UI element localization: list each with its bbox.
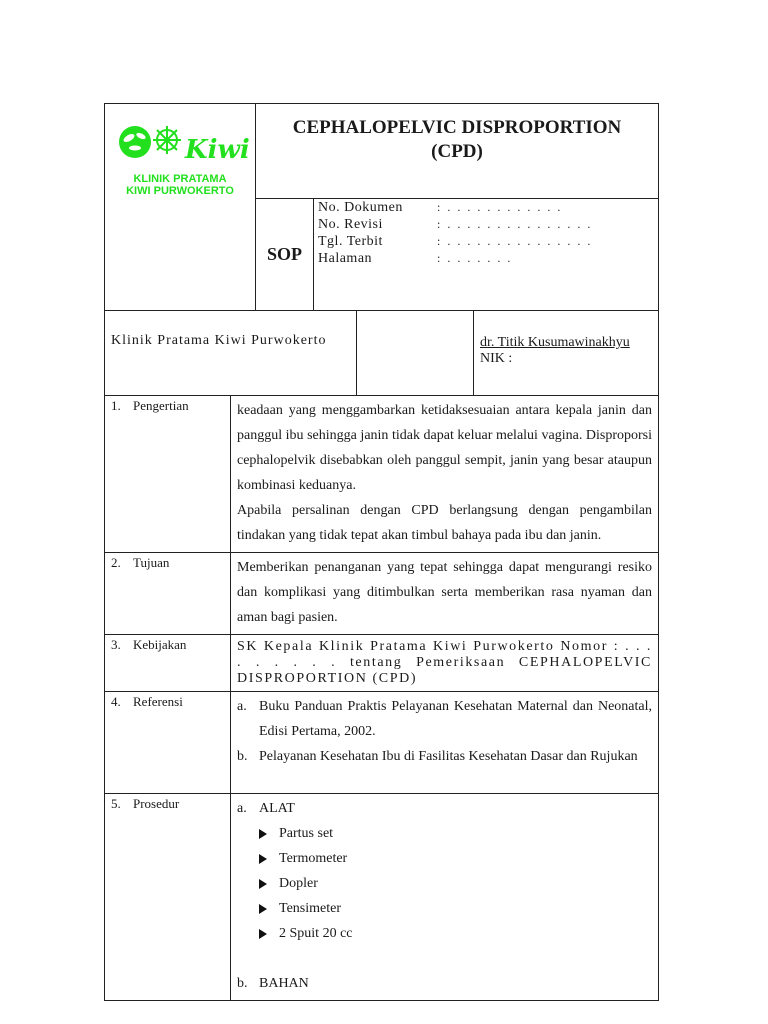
sop-label: SOP (256, 198, 314, 310)
clinic-logo (105, 104, 255, 197)
section-prosedur (105, 794, 659, 1001)
list-item: 2 Spuit 20 cc (237, 921, 652, 946)
logo-cell (105, 104, 256, 311)
section-label: 1. Pengertian (105, 396, 231, 553)
signatory-nik: NIK : (480, 351, 513, 366)
list-item: a. ALAT (237, 801, 295, 816)
logo-line-1: KLINIK PRATAMA (133, 173, 227, 185)
section-kebijakan (105, 635, 659, 692)
arrow-bullet-icon (259, 829, 267, 839)
clinic-name: Klinik Pratama Kiwi Purwokerto (105, 311, 357, 396)
sop-body-table (104, 310, 659, 1001)
doc-info-row: Halaman : . . . . . . . (318, 250, 513, 266)
title-line-2: (CPD) (431, 141, 483, 162)
section-tujuan (105, 553, 659, 635)
doc-info-row: No. Dokumen : . . . . . . . . . . . . (318, 199, 563, 215)
section-content (231, 396, 659, 553)
list-item: a. Buku Panduan Praktis Pelayanan Kesehatan Maternal dan Neonatal, Edisi Pertama, 2002. (237, 699, 652, 739)
list-item: Termometer (237, 846, 652, 871)
title-line-1: CEPHALOPELVIC DISPROPORTION (292, 117, 622, 138)
paragraph: keadaan yang menggambarkan ketidaksesuaian antara kepala janin dan panggul ibu sehingga janin tidak dapat keluar melalui vagina. Disproporsi cephalopelvik disebabkan oleh panggul sempit, janin yang besar ataupun kombinasi keduanya. (237, 403, 652, 493)
arrow-bullet-icon (259, 854, 267, 864)
sop-header-table (104, 103, 659, 311)
section-content (231, 692, 659, 794)
section-referensi (105, 692, 659, 794)
section-content (231, 794, 659, 1001)
arrow-bullet-icon (259, 879, 267, 889)
section-content: SK Kepala Klinik Pratama Kiwi Purwokerto Nomor : . . . . . . . . . tentang Pemeriksaan CEPHALOPELVIC DISPROPORTION (CPD) (231, 635, 659, 692)
document-title (256, 104, 659, 199)
list-item: b. Pelayanan Kesehatan Ibu di Fasilitas Kesehatan Dasar dan Rujukan (237, 749, 638, 764)
section-content: Memberikan penanganan yang tepat sehingga dapat mengurangi resiko dan komplikasi yang ditimbulkan serta memberikan rasa nyaman dan aman bagi pasien. (231, 553, 659, 635)
section-label: 4. Referensi (105, 692, 231, 794)
svg-text:Kiwi: Kiwi (185, 135, 250, 165)
list-item: b. BAHAN (237, 976, 309, 991)
paragraph: Apabila persalinan dengan CPD berlangsung dengan pengambilan tindakan yang tidak tepat akan timbul bahaya pada ibu dan janin. (237, 503, 652, 543)
section-label: 5. Prosedur (105, 794, 231, 1001)
signatory-name: dr. Titik Kusumawinakhyu (480, 335, 630, 350)
signatory (474, 311, 659, 396)
doc-info-row: Tgl. Terbit : . . . . . . . . . . . . . . . (318, 233, 593, 249)
arrow-bullet-icon (259, 929, 267, 939)
arrow-bullet-icon (259, 904, 267, 914)
document-info (314, 198, 659, 310)
section-label: 3. Kebijakan (105, 635, 231, 692)
section-label: 2. Tujuan (105, 553, 231, 635)
blank-cell (357, 311, 474, 396)
list-item: Partus set (237, 821, 652, 846)
list-item: Tensimeter (237, 896, 652, 921)
sop-document (104, 103, 659, 1001)
doc-info-row: No. Revisi : . . . . . . . . . . . . . . . (318, 216, 593, 232)
logo-line-2: KIWI PURWOKERTO (126, 185, 234, 197)
section-pengertian (105, 396, 659, 553)
list-item: Dopler (237, 871, 652, 896)
